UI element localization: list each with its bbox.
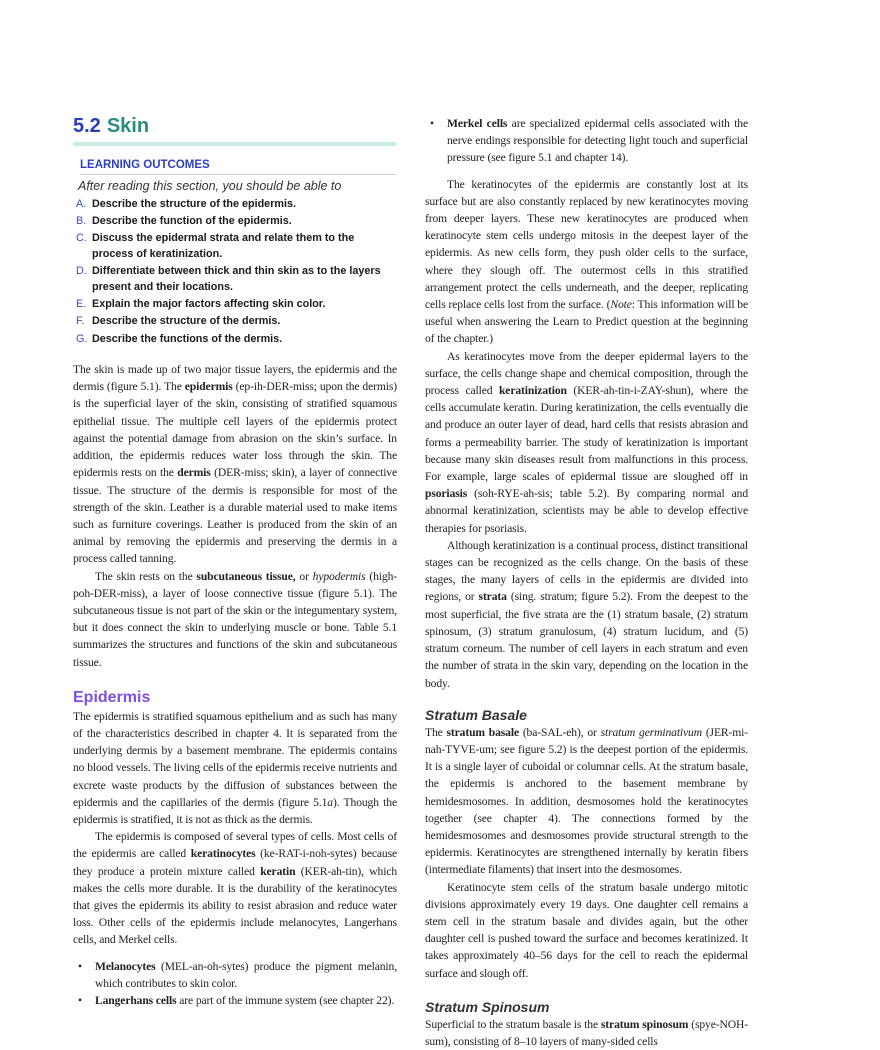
text-run: (ke-RAT-i-noh-sytes) because they produce a protein mixture called	[73, 847, 398, 878]
text-run: (ep-ih-DER-miss; upon the dermis) is the superficial layer of the skin, consisting of stratified squamous epithelial tissue. The multiple cell layers of the epidermis protect against the potential damage from abrasion on the skin’s surface. In addition, the epidermis reduces water loss through the skin. The epidermis rests on the	[73, 380, 397, 480]
outcome-letter: G.	[76, 332, 88, 345]
learning-outcome-item	[76, 297, 396, 313]
text-run: (KER-ah-tin), which makes the cells more durable. It is the durability of the keratinocytes that gives the epidermis its ability to resist abrasion and reduce water loss. Other cells of the epidermis include melanocytes, Langerhans cells, and Merkel cells.	[73, 864, 397, 947]
outcome-letter: E.	[76, 297, 87, 310]
key-term: dermis	[177, 466, 211, 480]
learning-outcome-item	[76, 231, 396, 262]
learning-outcomes-heading: LEARNING OUTCOMES	[80, 158, 396, 175]
list-item	[425, 115, 748, 167]
key-term: stratum basale	[446, 725, 519, 739]
text-run: (soh-RYE-ah-sis; table 5.2). By comparing normal and abnormal keratinization, scientists may be able to develop effective therapies for psoriasis.	[425, 487, 748, 535]
paragraph	[425, 724, 748, 879]
text-run: (sing. stratum; figure 5.2). From the deepest to the most superficial, the five strata are the (1) stratum basale, (2) stratum spinosum, (3) stratum granulosum, (4) stratum lucidum, and (5) stratum corneum. The number of cell layers in each stratum and even the number of strata in the skin vary, depending on the location in the body.	[425, 590, 749, 690]
cell-types-list	[73, 958, 397, 1010]
learning-outcomes	[76, 158, 396, 347]
paragraph	[425, 879, 748, 982]
paragraph	[73, 828, 397, 948]
section-number: 5.2	[73, 115, 101, 137]
outcome-text: Describe the structure of the dermis.	[92, 315, 281, 328]
learning-outcome-item	[76, 264, 396, 295]
italic-term: stratum germinativum	[600, 725, 702, 739]
learning-outcome-item	[76, 197, 396, 213]
text-run: (JER-mi-nah-TYVE-um; see figure 5.2) is the deepest portion of the epidermis. It is a single layer of cuboidal or columnar cells. At the stratum basale, the epidermis is anchored to the basement membrane by hemidesmosomes. In addition, desmosomes hold the keratinocytes together (see chapter 4). The connections formed by the hemidesmosomes and desmosomes provide structural strength to the epidermis. Keratinocytes are strengthened internally by keratin fibers (intermediate filaments) that insert into the desmosomes.	[425, 725, 749, 877]
text-run: (spye-NOH-sum), consisting of 8–10 layers of many-sided cells	[425, 1017, 748, 1048]
text-run: ). Though the epidermis is stratified, it is not as thick as the dermis.	[73, 795, 397, 826]
text-run: The epidermis is stratified squamous epithelium and as such has many of the characteristics described in chapter 4. It is separated from the underlying dermis by a basement membrane. The epidermis contains no blood vessels. The living cells of the epidermis receive nutrients and excrete waste products by the diffusion of substances between the epidermis and the capillaries of the dermis (figure 5.1	[73, 709, 397, 809]
cell-types-list-continued	[425, 115, 748, 167]
text-run: are part of the immune system (see chapter 22).	[176, 993, 395, 1007]
italic-term: hypodermis	[312, 569, 366, 583]
outcome-letter: F.	[76, 315, 85, 328]
text-run: (DER-miss; skin), a layer of connective tissue. The structure of the dermis is responsible for most of the strength of the skin. Leather is a durable material used to make items such as furniture coverings. Leather is produced from the skin of an animal by removing the epidermis and preserving the dermis in a process called tanning.	[73, 466, 397, 566]
key-term: epidermis	[184, 380, 233, 394]
paragraph	[425, 348, 748, 537]
learning-outcomes-intro: After reading this section, you should be able to	[78, 179, 342, 193]
outcome-text: Differentiate between thick and thin skin as to the layers present and their locations.	[92, 265, 381, 293]
outcome-letter: B.	[76, 215, 87, 228]
learning-outcome-item	[76, 332, 396, 348]
paragraph	[73, 708, 397, 828]
text-run: (high-poh-DER-miss), a layer of loose connective tissue (figure 5.1). The subcutaneous tissue is not part of the skin or the integumentary system, but it does connect the skin to underlying muscle or bone. Table 5.1 summarizes the structures and functions of the skin and subcutaneous tissue.	[73, 569, 397, 669]
key-term: Merkel cells	[447, 117, 508, 130]
text-run: The epidermis is composed of several types of cells. Most cells of the epidermis are called	[73, 830, 397, 861]
text-run: or	[295, 569, 313, 583]
text-run: Superficial to the stratum basale is the	[425, 1017, 601, 1031]
paragraph	[73, 361, 397, 567]
list-item	[73, 992, 397, 1009]
outcome-letter: A.	[76, 197, 87, 210]
text-run: Keratinocyte stem cells of the stratum basale undergo mitotic divisions approximately every 19 days. One daughter cell remains a stem cell in the stratum basale and divides again, but the other daughter cell is pushed toward the surface and becomes keratinized. It takes approximately 40–56 days for the cell to reach the epidermal surface and slough off.	[425, 880, 748, 980]
text-run: (MEL-an-oh-sytes) produce the pigment melanin, which contributes to skin color.	[95, 959, 397, 990]
learning-outcome-item	[76, 214, 396, 230]
paragraph	[425, 176, 748, 348]
outcome-letter: D.	[76, 265, 87, 278]
key-term: subcutaneous tissue,	[196, 569, 296, 583]
stratum-spinosum-heading: Stratum Spinosum	[425, 998, 550, 1015]
text-run: (KER-ah-tin-i-ZAY-shun), where the cells accumulate keratin. During keratinization, the cells eventually die and produce an outer layer of dead, hard cells that resists abrasion and forms a permeability barrier. The study of keratinization is important because many skin diseases result from malfunctions in this process. For example, large scales of epidermal tissue are sloughed off in	[425, 384, 749, 484]
key-term: strata	[478, 590, 507, 604]
stratum-basale-heading: Stratum Basale	[425, 706, 527, 723]
text-run: : This information will be useful when answering the Learn to Predict question at the beginning of the chapter.)	[425, 298, 748, 346]
text-run: Although keratinization is a continual process, distinct transitional stages can be recognized as the cells change. On the basis of these stages, the many layers of cells in the epidermis are divided into regions, or	[425, 538, 748, 604]
text-run: The skin is made up of two major tissue layers, the epidermis and the dermis (figure 5.1). The	[73, 363, 397, 394]
left-column	[73, 114, 397, 1009]
text-run: (ba-SAL-eh), or	[518, 725, 601, 739]
key-term: Langerhans cells	[95, 993, 177, 1007]
outcome-text: Describe the function of the epidermis.	[92, 215, 292, 228]
outcome-text: Describe the structure of the epidermis.	[92, 197, 296, 210]
text-run: The skin rests on the	[95, 569, 197, 583]
right-column	[425, 115, 748, 1050]
outcome-letter: C.	[76, 232, 87, 245]
text-run: The keratinocytes of the epidermis are constantly lost at its surface but are also constantly replaced by new keratinocytes moving from deeper layers. These new keratinocytes are produced when keratinocyte stem cells undergo mitosis in the deepest layer of the epidermis. As new cells form, they push older cells to the surface, where they slough off. The outermost cells in this stratified arrangement protect the cells underneath, and the deeper, replicating cells replace cells lost from the surface. (	[425, 177, 748, 312]
text-run: are specialized epidermal cells associated with the nerve endings responsible for detecting light touch and superficial pressure (see figure 5.1 and chapter 14).	[447, 117, 748, 165]
paragraph	[425, 537, 748, 692]
outcome-text: Explain the major factors affecting skin color.	[92, 297, 326, 310]
outcome-text: Discuss the epidermal strata and relate them to the process of keratinization.	[92, 232, 355, 260]
italic-term: a	[327, 795, 333, 809]
text-run: The	[425, 725, 447, 739]
key-term: keratinocytes	[190, 847, 256, 861]
key-term: Melanocytes	[95, 959, 156, 973]
outcome-text: Describe the functions of the dermis.	[92, 332, 283, 345]
section-title	[73, 114, 397, 138]
learning-outcomes-list	[76, 197, 396, 347]
paragraph	[73, 568, 397, 671]
learning-outcome-item	[76, 314, 396, 330]
epidermis-heading: Epidermis	[73, 688, 151, 706]
italic-term: Note	[610, 298, 632, 312]
key-term: keratin	[260, 864, 296, 878]
section-divider	[73, 142, 396, 146]
key-term: psoriasis	[425, 487, 468, 501]
key-term: keratinization	[498, 384, 567, 398]
section-name: Skin	[106, 115, 150, 137]
key-term: stratum spinosum	[600, 1017, 689, 1031]
text-run: As keratinocytes move from the deeper epidermal layers to the surface, the cells change shape and chemical composition, through the process called	[425, 349, 748, 398]
list-item	[73, 958, 397, 992]
